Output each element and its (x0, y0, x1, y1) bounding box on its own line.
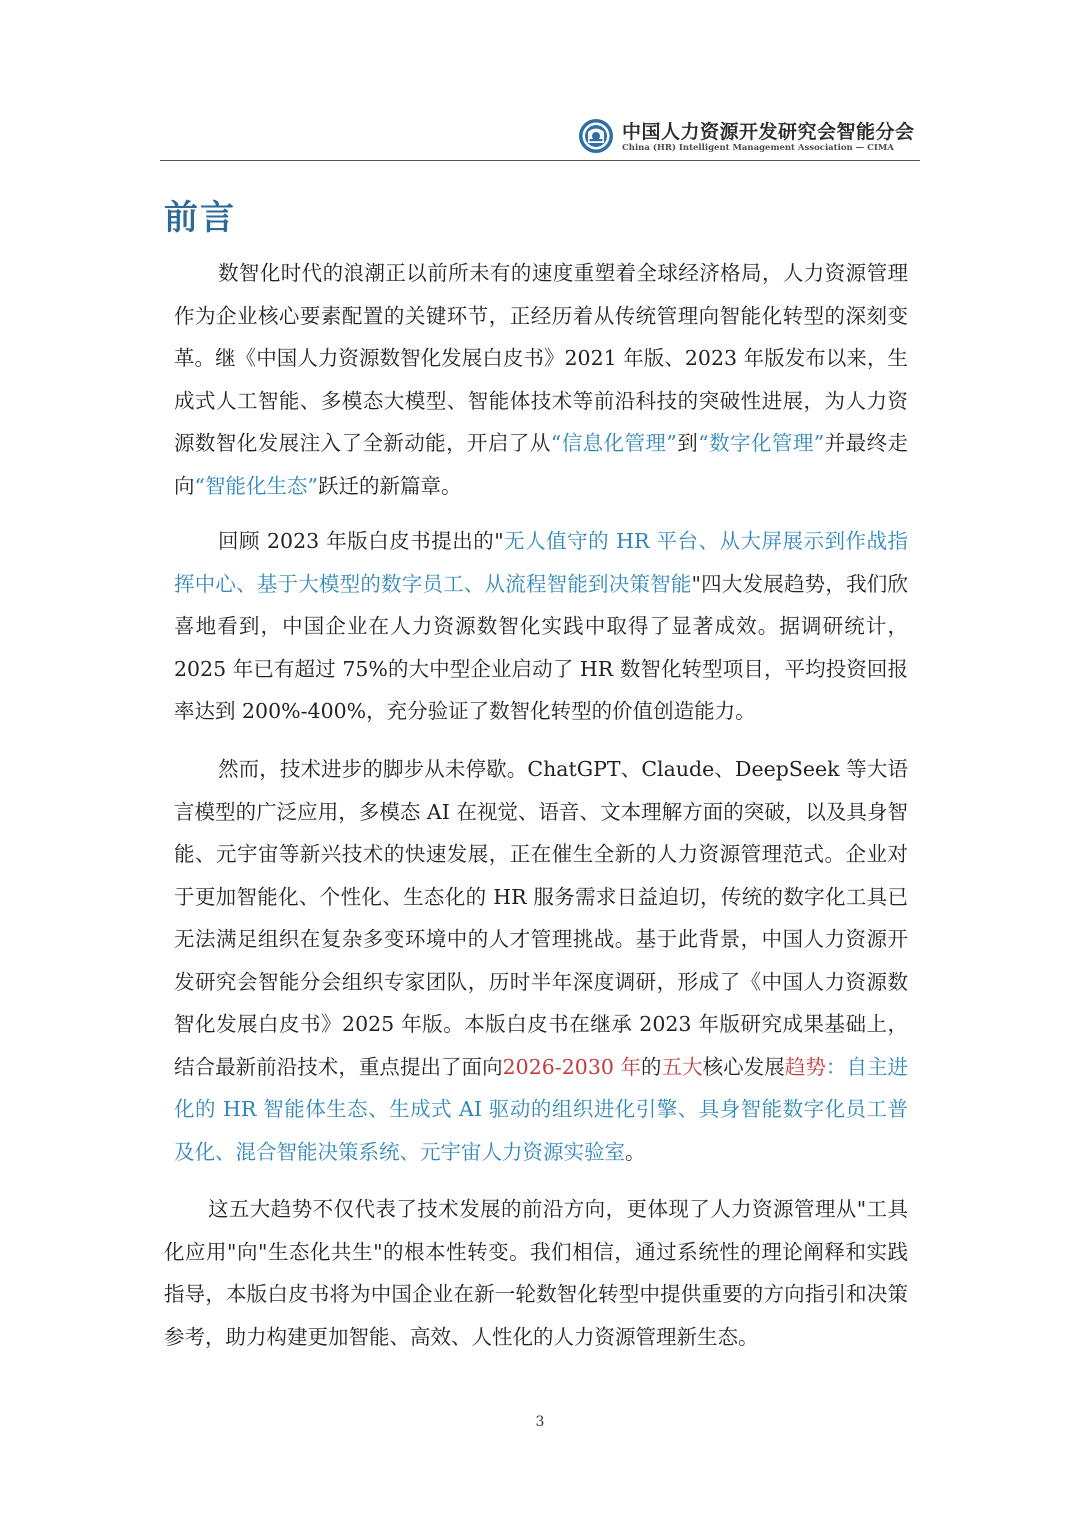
p3-highlight-1: ：自主进化的 HR 智能体生态、生成式 AI 驱动的组织进化引擎、具身智能数字化员工普及化、混合智能决策系统、元宇宙人力资源实验室 (174, 1054, 909, 1164)
p1-highlight-2: “数字化管理” (698, 431, 825, 455)
paragraph-3 (174, 748, 908, 1173)
p3-text-b: 的 (641, 1054, 662, 1079)
header-divider (160, 160, 920, 161)
p2-text-a: 回顾 2023 年版白皮书提出的" (218, 529, 504, 553)
org-name-cn: 中国人力资源开发研究会智能分会 (622, 121, 915, 143)
cima-logo-icon (578, 118, 614, 154)
p3-red-2: 五大 (661, 1054, 703, 1079)
p1-text-d: 跃迁的新篇章。 (317, 473, 462, 498)
org-name-en: China (HR) Intelligent Management Association — CIMA (622, 143, 894, 153)
p3-red-3: 趋势 (784, 1054, 826, 1079)
p3-text-c: 核心发展 (702, 1054, 785, 1079)
p1-text-c: 并最终走向 (174, 431, 909, 498)
p3-red-1: 2026-2030 年 (502, 1054, 642, 1079)
page-header (160, 112, 918, 160)
p2-text-b: "四大发展趋势，我们欣喜地看到，中国企业在人力资源数智化实践中取得了显著成效。据调研统计，2025 年已有超过 75%的大中型企业启动了 HR 数智化转型项目，平均投资回报率达到 200%-400%，充分验证了数智化转型的价值创造能力。 (174, 571, 908, 723)
p1-highlight-1: “信息化管理” (550, 431, 677, 455)
p1-text-a: 数智化时代的浪潮正以前所未有的速度重塑着全球经济格局，人力资源管理作为企业核心要素配置的关键环节，正经历着从传统管理向智能化转型的深刻变革。继《中国人力资源数智化发展白皮书》2021 年版、2023 年版发布以来，生成式人工智能、多模态大模型、智能体技术等前沿科技的突破性进展，为人力资源数智化发展注入了全新动能，开启了从 (174, 261, 908, 455)
p1-highlight-3: “智能化生态” (194, 473, 318, 498)
page-title: 前言 (164, 198, 236, 238)
page-number: 3 (535, 1414, 545, 1430)
paragraph-1 (174, 252, 908, 507)
paragraph-2 (174, 520, 908, 733)
p1-text-b: 到 (676, 431, 699, 455)
paragraph-4: 这五大趋势不仅代表了技术发展的前沿方向，更体现了人力资源管理从"工具化应用"向"生态化共生"的根本性转变。我们相信，通过系统性的理论阐释和实践指导，本版白皮书将为中国企业在新一轮数智化转型中提供重要的方向指引和决策参考，助力构建更加智能、高效、人性化的人力资源管理新生态。 (164, 1197, 908, 1349)
p3-text-a: 然而，技术进步的脚步从未停歇。ChatGPT、Claude、DeepSeek 等大语言模型的广泛应用，多模态 AI 在视觉、语音、文本理解方面的突破，以及具身智能、元宇宙等新兴技术的快速发展，正在催生全新的人力资源管理范式。企业对于更加智能化、个性化、生态化的 HR 服务需求日益迫切，传统的数字化工具已无法满足组织在复杂多变环境中的人才管理挑战。基于此背景，中国人力资源开发研究会智能分会组织专家团队，历时半年深度调研，形成了《中国人力资源数智化发展白皮书》2025 年版。本版白皮书在继承 2023 年版研究成果基础上，结合最新前沿技术，重点提出了面向 (174, 757, 908, 1079)
p3-text-d: 。 (625, 1139, 646, 1164)
p2-highlight-1: 无人值守的 HR 平台、从大屏展示到作战指挥中心、基于大模型的数字员工、从流程智能到决策智能 (174, 529, 908, 596)
